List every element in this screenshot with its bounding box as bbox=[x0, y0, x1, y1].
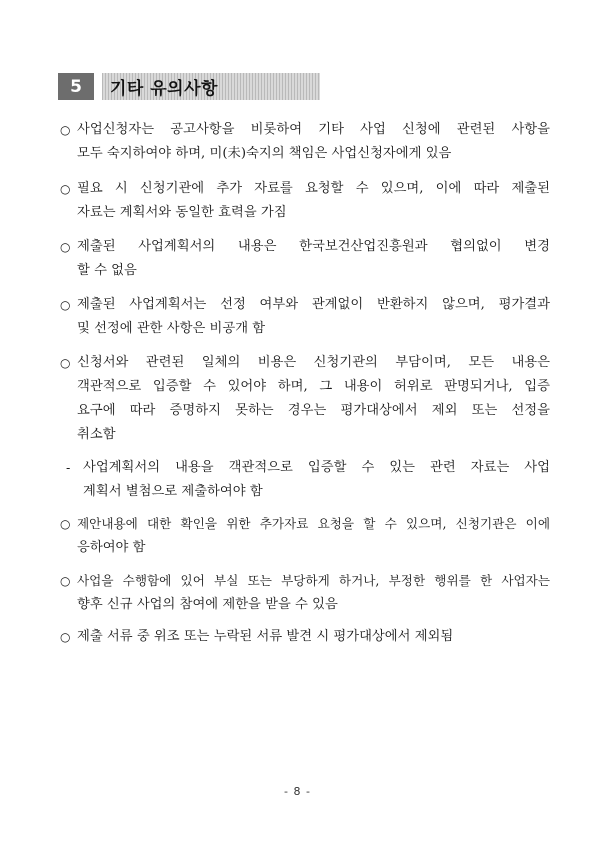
bullet-circle-icon: ○ bbox=[60, 574, 71, 588]
list-item bbox=[60, 177, 550, 225]
page-number: - 8 - bbox=[284, 785, 311, 798]
item-line: 사업계획서의 내용을 객관적으로 입증할 수 있는 관련 자료는 사업 bbox=[83, 460, 550, 475]
item-line: 제출 서류 중 위조 또는 누락된 서류 발견 시 평가대상에서 제외됨 bbox=[77, 629, 454, 644]
list-item bbox=[60, 512, 550, 560]
bullet-circle-icon: ○ bbox=[60, 356, 71, 370]
bullet-circle-icon: ○ bbox=[60, 630, 71, 644]
list-item bbox=[60, 569, 550, 617]
item-line: 제출된 사업계획서는 선정 여부와 관계없이 반환하지 않으며, 평가결과 bbox=[77, 297, 550, 312]
bullet-dash-icon: - bbox=[66, 461, 71, 475]
item-line: 신청서와 관련된 일체의 비용은 신청기관의 부담이며, 모든 내용은 bbox=[77, 355, 550, 370]
item-line: 모두 숙지하여야 하며, 미(未)숙지의 책임은 사업신청자에게 있음 bbox=[77, 146, 452, 161]
item-line: 취소함 bbox=[77, 427, 116, 442]
item-line: 사업을 수행함에 있어 부실 또는 부당하게 하거나, 부정한 행위를 한 사업자는 bbox=[77, 573, 550, 588]
item-line: 자료는 계획서와 동일한 효력을 가짐 bbox=[77, 205, 287, 220]
section-number: 5 bbox=[58, 73, 94, 100]
sub-list-item bbox=[60, 456, 550, 504]
bullet-circle-icon: ○ bbox=[60, 123, 71, 137]
list-item bbox=[60, 118, 550, 166]
section-title: 기타 유의사항 bbox=[110, 79, 218, 99]
bullet-circle-icon: ○ bbox=[60, 517, 71, 531]
item-line: 제출된 사업계획서의 내용은 한국보건산업진흥원과 협의없이 변경 bbox=[77, 239, 550, 254]
item-line: 향후 신규 사업의 참여에 제한을 받을 수 있음 bbox=[77, 597, 338, 612]
section-header bbox=[58, 73, 320, 100]
bullet-circle-icon: ○ bbox=[60, 240, 71, 254]
item-line: 사업신청자는 공고사항을 비롯하여 기타 사업 신청에 관련된 사항을 bbox=[77, 122, 550, 137]
bullet-circle-icon: ○ bbox=[60, 182, 71, 196]
item-line: 할 수 없음 bbox=[77, 263, 137, 278]
item-line: 요구에 따라 증명하지 못하는 경우는 평가대상에서 제외 또는 선정을 bbox=[77, 403, 550, 418]
item-line: 및 선정에 관한 사항은 비공개 함 bbox=[77, 321, 266, 336]
section-title-box bbox=[102, 73, 320, 100]
list-item bbox=[60, 235, 550, 283]
list-item bbox=[60, 351, 550, 447]
item-line: 객관적으로 입증할 수 있어야 하며, 그 내용이 허위로 판명되거나, 입증 bbox=[77, 379, 550, 394]
item-line: 제안내용에 대한 확인을 위한 추가자료 요청을 할 수 있으며, 신청기관은 이에 bbox=[77, 516, 550, 531]
item-line: 필요 시 신청기관에 추가 자료를 요청할 수 있으며, 이에 따라 제출된 bbox=[77, 181, 550, 196]
list-item bbox=[60, 293, 550, 341]
bullet-circle-icon: ○ bbox=[60, 298, 71, 312]
item-line: 계획서 별첨으로 제출하여야 함 bbox=[83, 484, 263, 499]
item-line: 응하여야 함 bbox=[77, 540, 146, 555]
list-item bbox=[60, 625, 550, 649]
